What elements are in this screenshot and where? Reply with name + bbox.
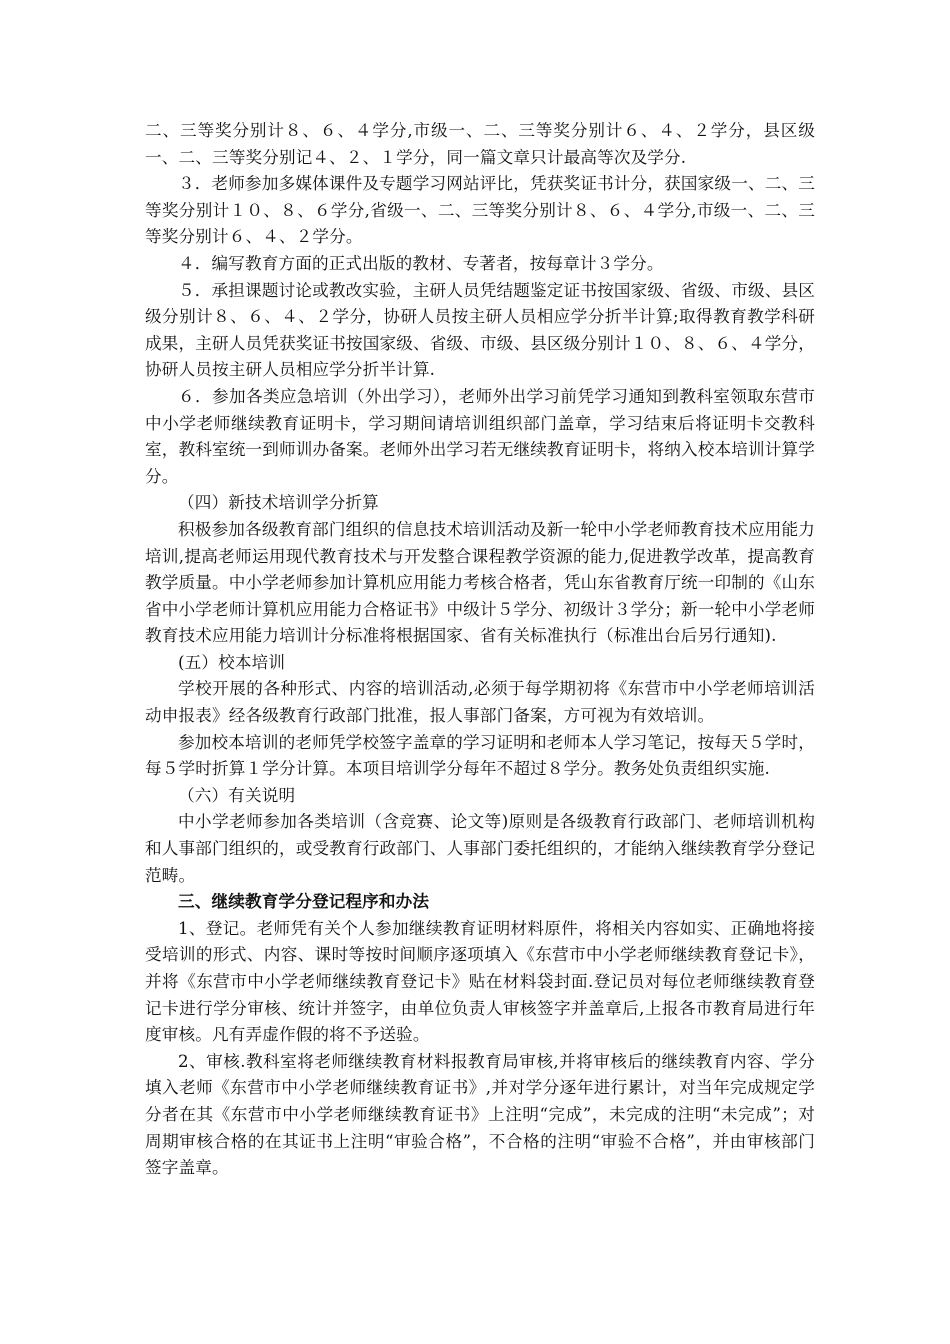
paragraph: 学校开展的各种形式、内容的培训活动,必须于每学期初将《东营市中小学老师培训活动申报表》经各级教育行政部门批准，报人事部门备案，方可视为有效培训。 xyxy=(145,679,815,726)
paragraph: 1、登记。老师凭有关个人参加继续教育证明材料原件，将相关内容如实、正确地将接受培训的形式、内容、课时等按时间顺序逐项填入《东营市中小学老师继续教育登记卡》，并将《东营市中小学老师继续教育登记卡》贴在材料袋封面.登记员对每位老师继续教育登记卡进行学分审核、统计并签字，由单位负责人审核签字并盖章后,上报各市教育局进行年度审核。凡有弄虚作假的将不予送验。 xyxy=(145,918,815,1045)
paragraph: 参加校本培训的老师凭学校签字盖章的学习证明和老师本人学习笔记，按每天５学时，每５学时折算１学分计算。本项目培训学分每年不超过８学分。教务处负责组织实施. xyxy=(145,732,815,779)
paragraph: 中小学老师参加各类培训（含竞赛、论文等)原则是各级教育行政部门、老师培训机构和人事部门组织的，或受教育行政部门、人事部门委托组织的，才能纳入继续教育学分登记范畴。 xyxy=(145,812,815,885)
paragraph: ６．参加各类应急培训（外出学习），老师外出学习前凭学习通知到教科室领取东营市中小学老师继续教育证明卡，学习期间请培训组织部门盖章，学习结束后将证明卡交教科室，教科室统一到师训办备案。老师外出学习若无继续教育证明卡，将纳入校本培训计算学分。 xyxy=(145,386,815,486)
section-subheading: （六）有关说明 xyxy=(178,785,296,805)
section-subheading: (五）校本培训 xyxy=(178,652,286,672)
paragraph: ３．老师参加多媒体课件及专题学习网站评比，凭获奖证书计分，获国家级一、二、三等奖分别计１０、８、６学分,省级一、二、三等奖分别计８、６、４学分,市级一、二、三等奖分别计６、４、２学分。 xyxy=(145,174,815,247)
paragraph: 2、审核.教科室将老师继续教育材料报教育局审核,并将审核后的继续教育内容、学分填入老师《东营市中小学老师继续教育证书》,并对学分逐年进行累计，对当年完成规定学分者在其《东营市中小学老师继续教育证书》上注明“完成”，未完成的注明“未完成”；对周期审核合格的在其证书上注明“审验合格”，不合格的注明“审验不合格”，并由审核部门签字盖章。 xyxy=(145,1051,815,1178)
section-heading: 三、继续教育学分登记程序和办法 xyxy=(178,892,430,912)
paragraph: ５．承担课题讨论或教改实验，主研人员凭结题鉴定证书按国家级、省级、市级、县区级分别计８、６、４、２学分，协研人员按主研人员相应学分折半计算;取得教育教学科研成果，主研人员凭获奖证书按国家级、省级、市级、县区级分别计１０、８、６、４学分，协研人员按主研人员相应学分折半计算. xyxy=(145,280,815,380)
paragraph: ４．编写教育方面的正式出版的教材、专著者，按每章计３学分。 xyxy=(178,253,664,273)
paragraph: 二、三等奖分别计８、６、４学分,市级一、二、三等奖分别计６、４、２学分，县区级一、二、三等奖分别记４、２、１学分，同一篇文章只计最高等次及学分. xyxy=(145,121,815,167)
section-subheading: （四）新技术培训学分折算 xyxy=(178,493,379,513)
document-body xyxy=(145,118,815,1182)
paragraph: 积极参加各级教育部门组织的信息技术培训活动及新一轮中小学老师教育技术应用能力培训,提高老师运用现代教育技术与开发整合课程教学资源的能力,促进教学改革，提高教育教学质量。中小学老师参加计算机应用能力考核合格者，凭山东省教育厅统一印制的《山东省中小学老师计算机应用能力合格证书》中级计５学分、初级计３学分；新一轮中小学老师教育技术应用能力培训计分标准将根据国家、省有关标准执行（标准出台后另行通知). xyxy=(145,519,815,646)
